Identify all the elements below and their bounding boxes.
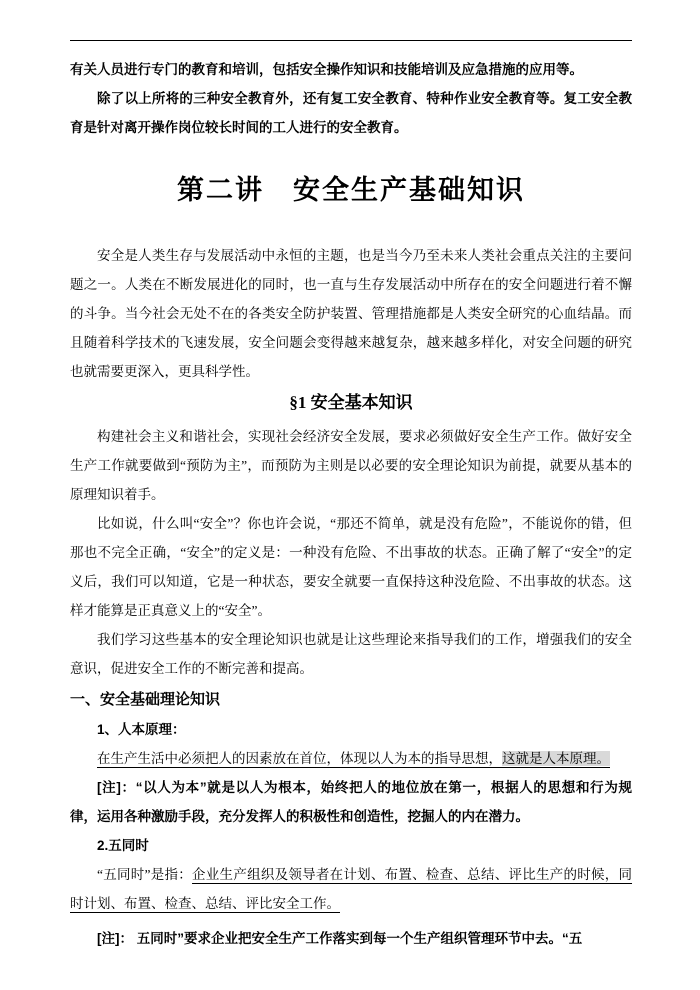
heading-basic-theory: 一、安全基础理论知识 [70, 691, 221, 708]
section-title: §1 安全基本知识 [289, 393, 413, 412]
definition-underlined-text: 企业生产组织及领导者在计划、布置、检查、总结、评比生产的时候，同时计划、布置、检查、总结、评比安全工作。 [70, 867, 633, 911]
item-2-title: 2.五同时 [97, 838, 149, 853]
chapter-title: 第二讲 安全生产基础知识 [177, 175, 525, 205]
note-text: “以人为本”就是以人为根本，始终把人的地位放在第一，根据人的思想和行为规律，运用各种激励手段，充分发挥人的积极性和创造性，挖掘人的内在潜力。 [70, 780, 632, 824]
note-text: 五同时”要求企业把安全生产工作落实到每一个生产组织管理环节中去。“五 [133, 931, 583, 946]
item-1-definition [70, 744, 632, 773]
note-1 [70, 773, 632, 831]
definition-text: 在生产生活中必须把人的因素放在首位，体现以人为本的指导思想， [97, 751, 502, 766]
paragraph-theory-purpose: 我们学习这些基本的安全理论知识也就是让这些理论来指导我们的工作，增强我们的安全意识，促进安全工作的不断完善和提高。 [70, 632, 632, 676]
header-rule [70, 40, 632, 41]
paragraph-prevention: 构建社会主义和谐社会，实现社会经济安全发展，要求必须做好安全生产工作。做好安全生产工作就要做到“预防为主”，而预防为主则是以必要的安全理论知识为前提，就要从基本的原理知识着手。 [70, 429, 632, 502]
item-2-definition [70, 860, 632, 918]
paragraph-safety-definition: 比如说，什么叫“安全”？你也许会说，“那还不简单，就是没有危险”，不能说你的错，但那也不完全正确，“安全”的定义是：一种没有危险、不出事故的状态。正确了解了“安全”的定义后，我们可以知道，它是一种状态，要安全就要一直保持这种没危险、不出事故的状态。这样才能算是正真意义上的“安全”。 [70, 516, 632, 618]
note-tag: [注]： [97, 931, 133, 946]
paragraph-intro: 安全是人类生存与发展活动中永恒的主题，也是当今乃至未来人类社会重点关注的主要问题之一。人类在不断发展进化的同时，也一直与生存发展活动中所存在的安全问题进行着不懈的斗争。当今社会无处不在的各类安全防护装置、管理措施都是人类安全研究的心血结晶。而且随着科学技术的飞速发展，安全问题会变得越来越复杂，越来越多样化，对安全问题的研究也就需要更深入，更具科学性。 [70, 248, 632, 379]
note-tag: [注]： [97, 780, 136, 795]
definition-lead: “五同时”是指： [97, 867, 193, 882]
note-2 [70, 924, 632, 953]
paragraph-education-types: 除了以上所将的三种安全教育外，还有复工安全教育、特种作业安全教育等。复工安全教育是针对离开操作岗位较长时间的工人进行的安全教育。 [70, 91, 632, 135]
item-1-title: 1、人本原理： [97, 722, 186, 737]
definition-highlighted-text: 这就是人本原理。 [502, 751, 610, 766]
paragraph-training: 有关人员进行专门的教育和培训，包括安全操作知识和技能培训及应急措施的应用等。 [70, 62, 583, 77]
